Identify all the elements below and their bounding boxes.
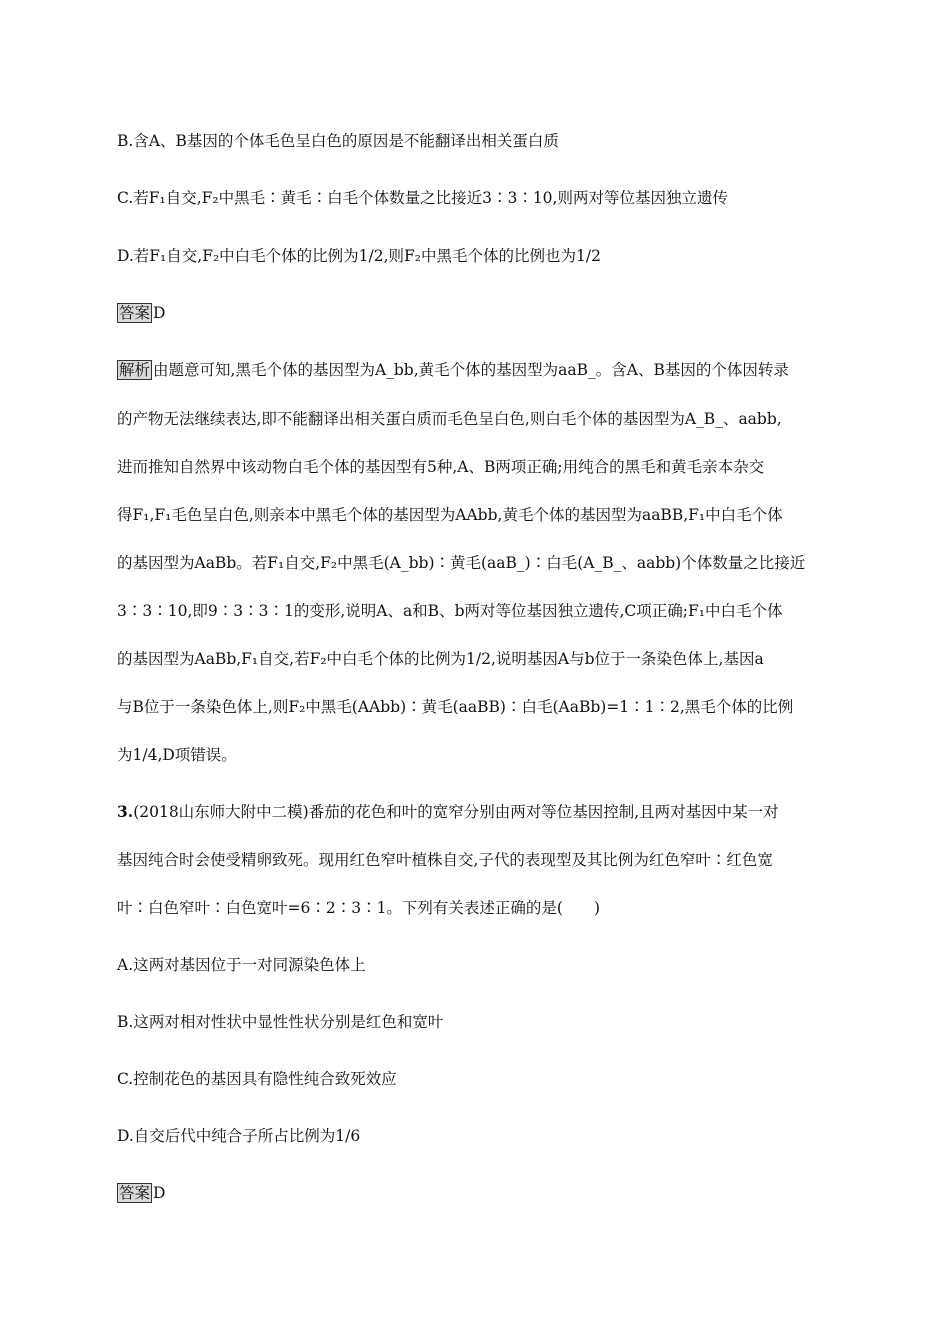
question-3-stem-line-3: 叶∶白色窄叶∶白色宽叶=6∶2∶3∶1。下列有关表述正确的是( ) <box>117 899 601 917</box>
analysis-line-8: 与B位于一条染色体上,则F₂中黑毛(AAbb)∶黄毛(aaBB)∶白毛(AaBb)=1∶1∶2,黑毛个体的比例 <box>117 698 794 716</box>
answer-row <box>117 303 837 323</box>
analysis-line-1: 解析 由题意可知,黑毛个体的基因型为A_bb,黄毛个体的基因型为aaB_。含A、B基因的个体因转录 <box>119 361 789 379</box>
option-b: B.含A、B基因的个体毛色呈白色的原因是不能翻译出相关蛋白质 <box>117 132 559 150</box>
analysis-line-6: 3∶3∶10,即9∶3∶3∶1的变形,说明A、a和B、b两对等位基因独立遗传,C项正确;F₁中白毛个体 <box>117 602 783 620</box>
question-3-option-c: C.控制花色的基因具有隐性纯合致死效应 <box>117 1070 397 1088</box>
analysis-line-9: 为1/4,D项错误。 <box>117 746 237 764</box>
question-3-option-a: A.这两对基因位于一对同源染色体上 <box>117 956 366 974</box>
question-number: 3. <box>117 802 134 821</box>
answer-tag: 答案 <box>119 1184 151 1202</box>
answer-tag: 答案 <box>119 304 151 322</box>
analysis-line-7: 的基因型为AaBb,F₁自交,若F₂中白毛个体的比例为1/2,说明基因A与b位于一条染色体上,基因a <box>117 650 764 668</box>
analysis-line-3: 进而推知自然界中该动物白毛个体的基因型有5种,A、B两项正确;用纯合的黑毛和黄毛亲本杂交 <box>117 458 765 476</box>
question-3-answer-row <box>117 1183 837 1203</box>
analysis-tag: 解析 <box>119 361 151 379</box>
question-3-option-b: B.这两对相对性状中显性性状分别是红色和宽叶 <box>117 1013 444 1031</box>
answer-value: D <box>153 1184 166 1202</box>
question-3-stem-line-2: 基因纯合时会使受精卵致死。现用红色窄叶植株自交,子代的表现型及其比例为红色窄叶∶红色宽 <box>117 851 773 869</box>
analysis-line-2: 的产物无法继续表达,即不能翻译出相关蛋白质而毛色呈白色,则白毛个体的基因型为A_B_、aabb, <box>117 410 782 428</box>
option-d: D.若F₁自交,F₂中白毛个体的比例为1/2,则F₂中黑毛个体的比例也为1/2 <box>117 247 601 265</box>
question-3-stem-line-1: 3.(2018山东师大附中二模)番茄的花色和叶的宽窄分别由两对等位基因控制,且两对基因中某一对 <box>117 802 779 821</box>
option-c: C.若F₁自交,F₂中黑毛∶黄毛∶白毛个体数量之比接近3∶3∶10,则两对等位基因独立遗传 <box>117 189 728 207</box>
analysis-line-5: 的基因型为AaBb。若F₁自交,F₂中黑毛(A_bb)∶黄毛(aaB_)∶白毛(A_B_、aabb)个体数量之比接近 <box>117 554 806 572</box>
answer-value: D <box>153 304 166 322</box>
analysis-line-4: 得F₁,F₁毛色呈白色,则亲本中黑毛个体的基因型为AAbb,黄毛个体的基因型为aaBB,F₁中白毛个体 <box>117 506 783 524</box>
question-3-option-d: D.自交后代中纯合子所占比例为1/6 <box>117 1127 361 1145</box>
